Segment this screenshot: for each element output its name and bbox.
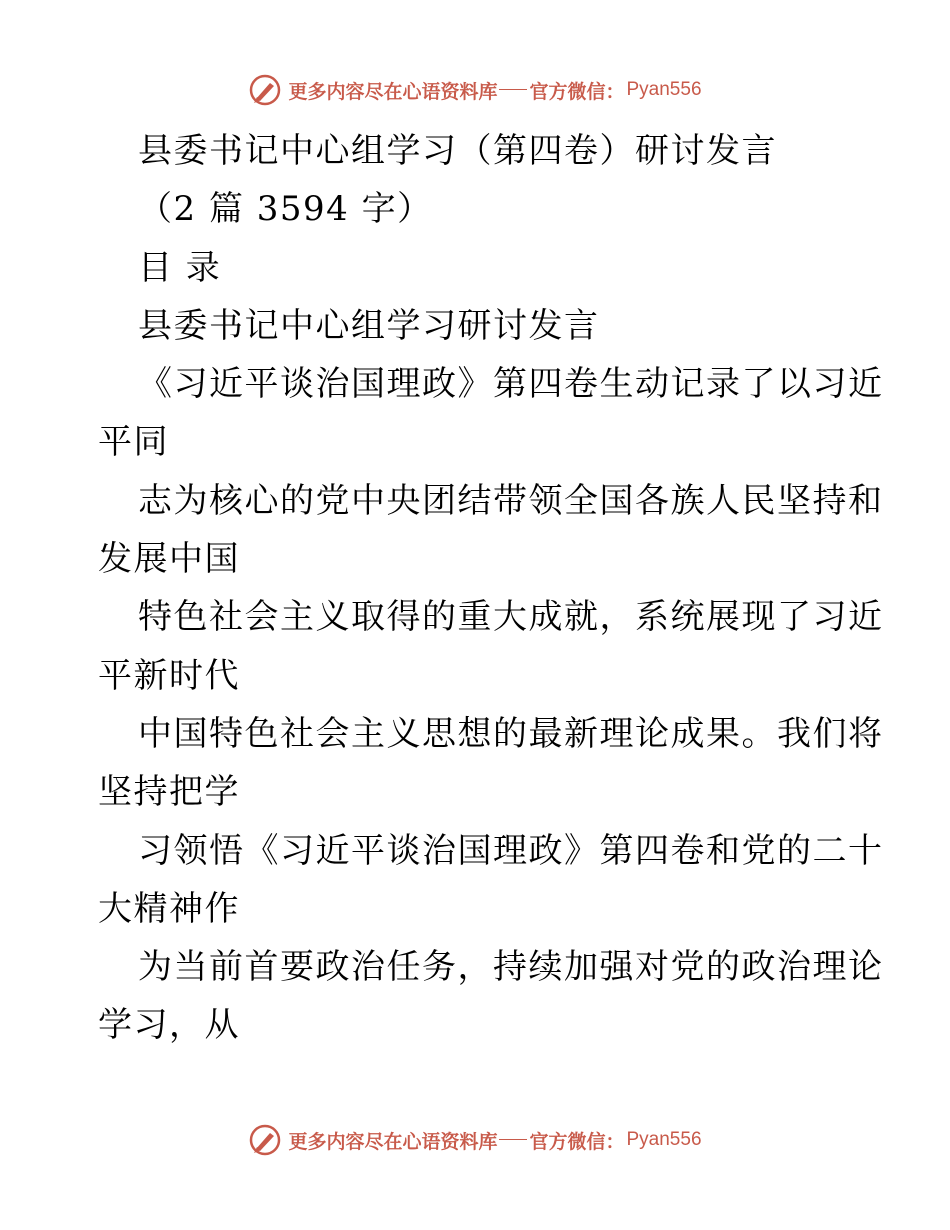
pen-logo-icon <box>248 73 282 107</box>
header-banner <box>0 70 950 110</box>
pen-logo-icon <box>248 1123 282 1157</box>
document-line: 大精神作 <box>98 888 240 929</box>
banner-dash <box>499 89 527 90</box>
document-body <box>98 122 884 1055</box>
document-line: 特色社会主义取得的重大成就，系统展现了习近 <box>138 597 884 638</box>
banner-wechat-id: Pyan556 <box>626 1129 702 1150</box>
banner-dash <box>499 1139 527 1140</box>
banner-wechat-id: Pyan556 <box>626 79 702 100</box>
banner-wechat-label: 官方微信： <box>529 80 625 103</box>
document-line: 平新时代 <box>98 655 240 696</box>
document-line: 坚持把学 <box>98 772 240 813</box>
document-line: 学习，从 <box>98 1005 240 1046</box>
document-line: 习领悟《习近平谈治国理政》第四卷和党的二十 <box>138 830 884 871</box>
banner-ad-text: 更多内容尽在心语资料库 <box>288 80 498 103</box>
document-line: 目 录 <box>138 247 222 288</box>
document-line: 县委书记中心组学习（第四卷）研讨发言 <box>138 131 777 171</box>
banner-wechat-label: 官方微信： <box>529 1130 625 1153</box>
banner-ad-text: 更多内容尽在心语资料库 <box>288 1130 498 1153</box>
document-line: 志为核心的党中央团结带领全国各族人民坚持和 <box>138 480 884 521</box>
document-line: 为当前首要政治任务，持续加强对党的政治理论 <box>138 947 884 988</box>
document-line: 县委书记中心组学习研讨发言 <box>138 305 600 346</box>
document-line: （2 篇 3594 字） <box>138 189 433 230</box>
document-line: 发展中国 <box>98 539 240 580</box>
footer-banner <box>0 1120 950 1160</box>
document-line: 《习近平谈治国理政》第四卷生动记录了以习近 <box>138 364 884 405</box>
document-line: 平同 <box>98 422 169 463</box>
document-line: 中国特色社会主义思想的最新理论成果。我们将 <box>138 713 884 754</box>
